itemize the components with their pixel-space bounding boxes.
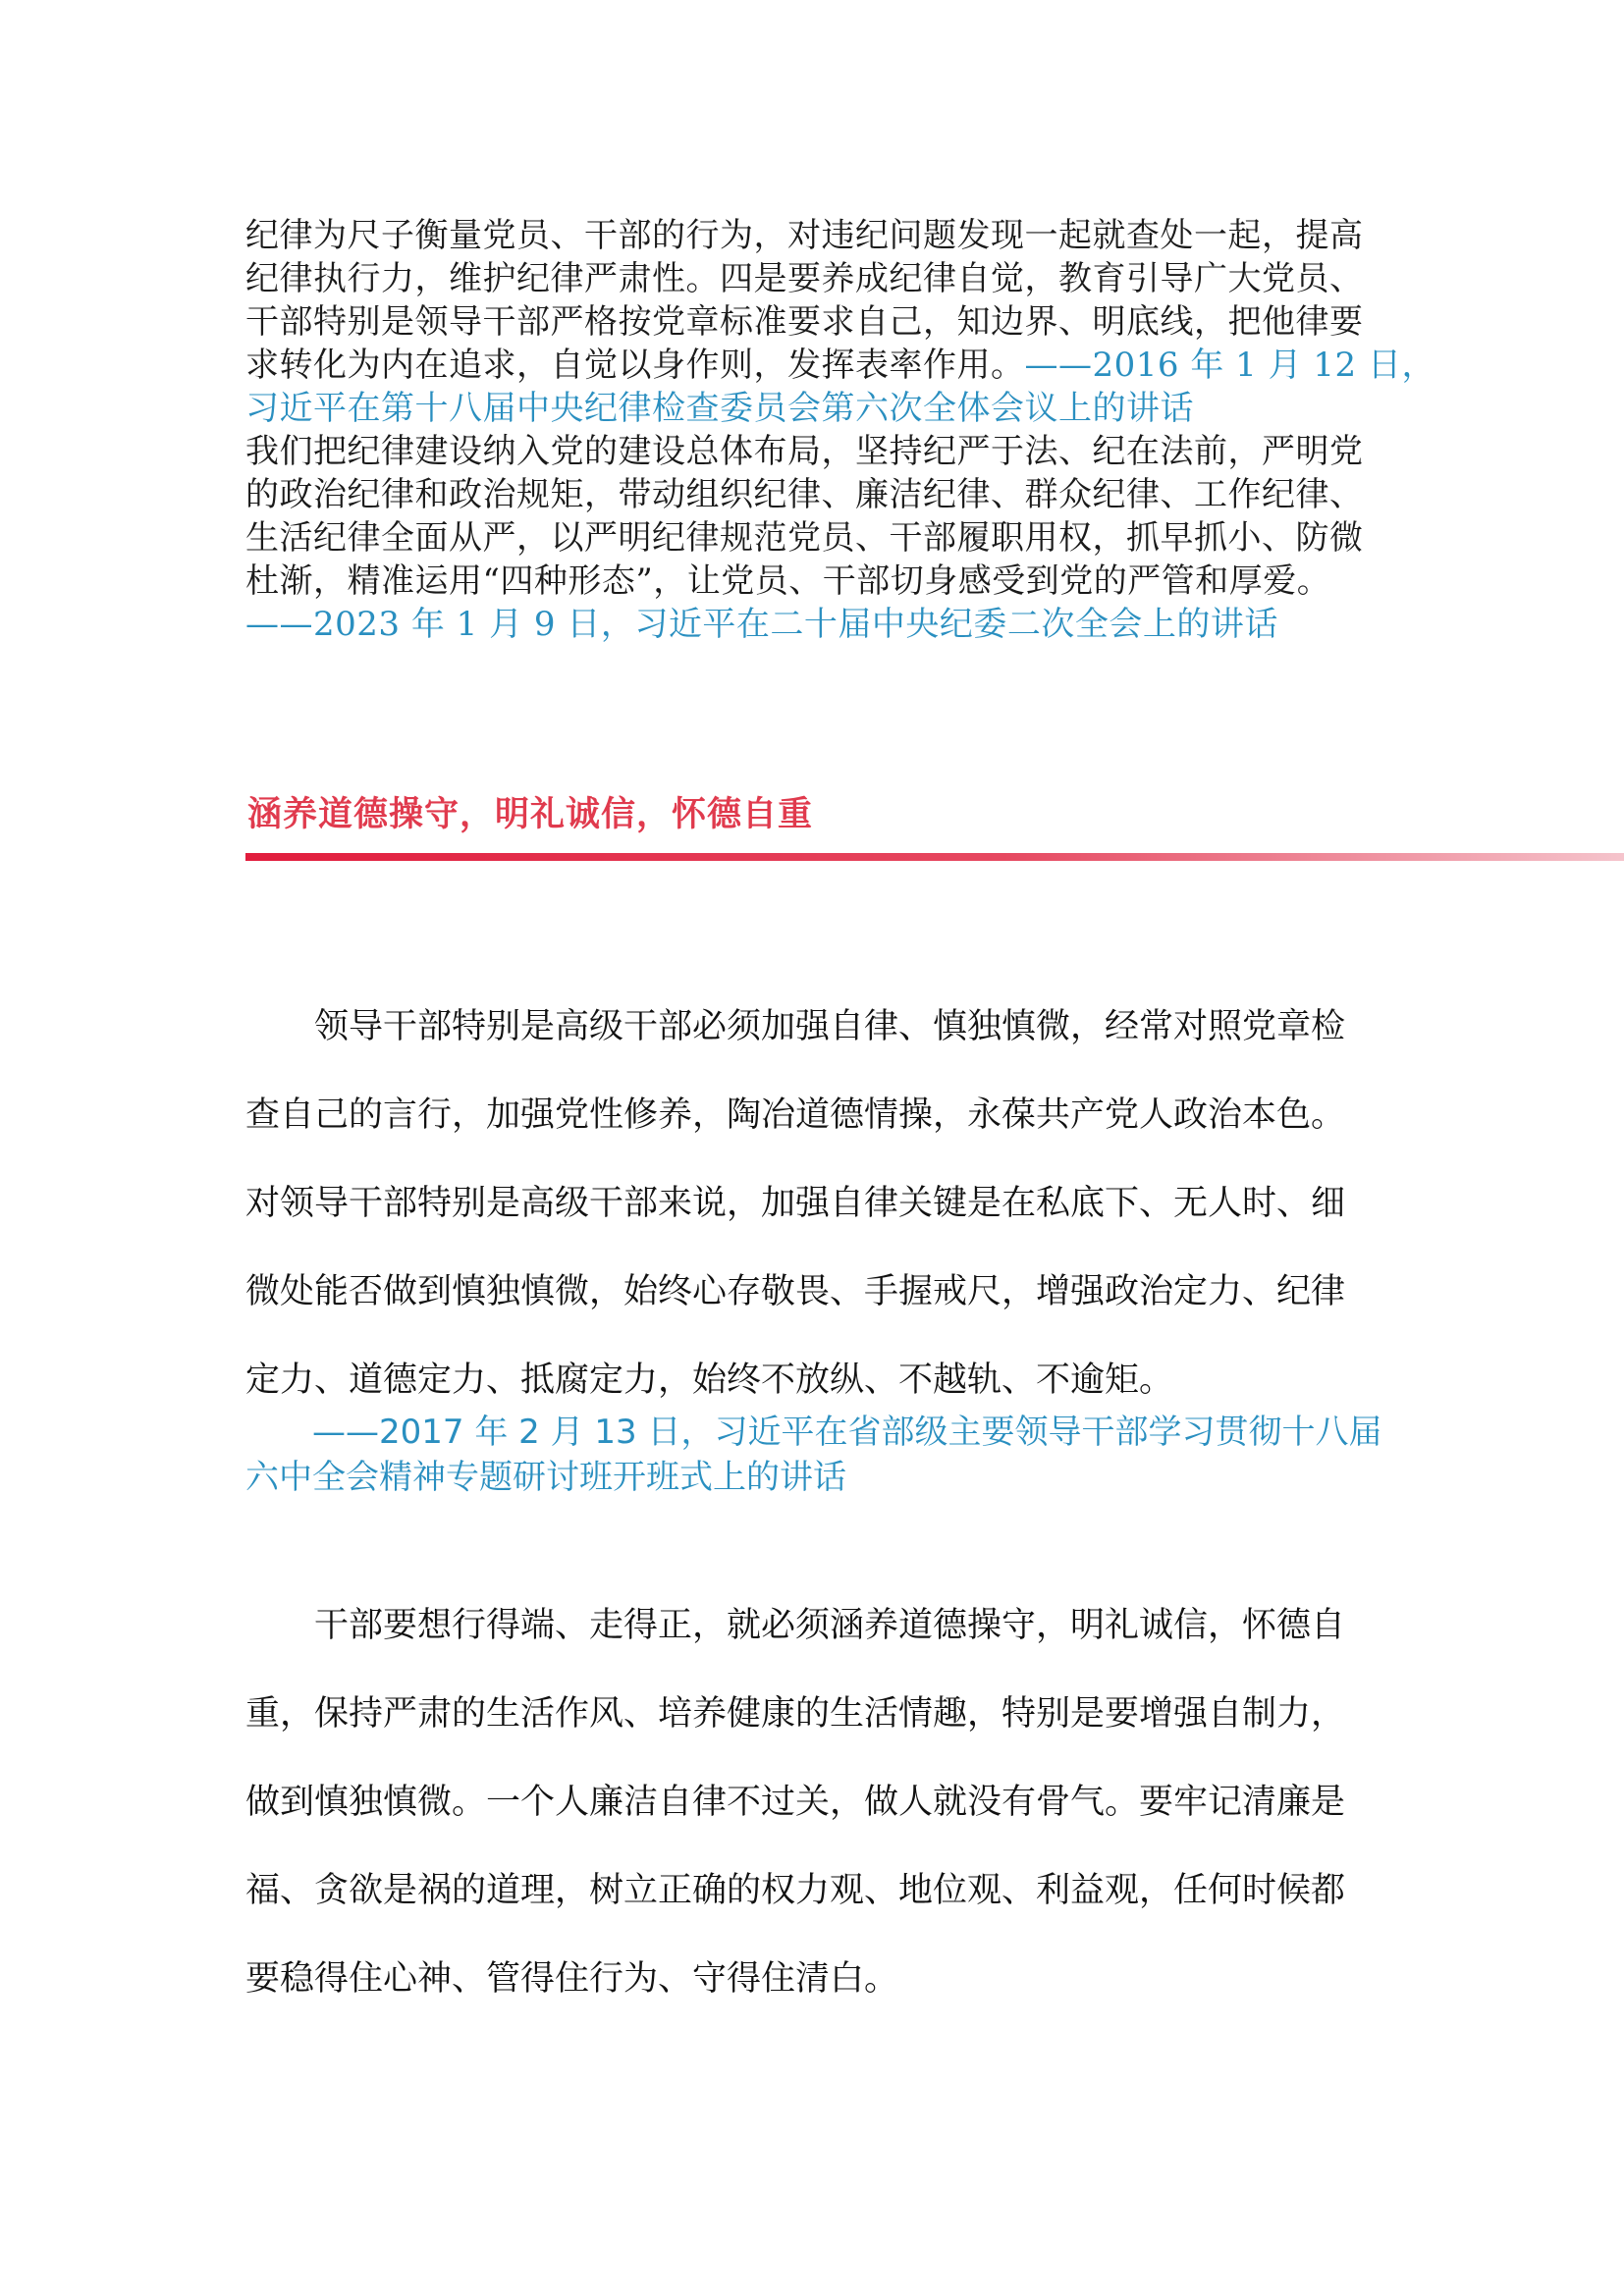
citation-line: ——2017 年 2 月 13 日，习近平在省部级主要领导干部学习贯彻十八届 [245,1413,1382,1452]
citation-line: ——2023 年 1 月 9 日，习近平在二十届中央纪委二次全会上的讲话 [245,605,1278,644]
paragraph-line: 对领导干部特别是高级干部来说，加强自律关键是在私底下、无人时、细 [245,1184,1346,1223]
paragraph-line: 干部要想行得端、走得正，就必须涵养道德操守，明礼诚信，怀德自 [245,1606,1346,1645]
paragraph-line: 领导干部特别是高级干部必须加强自律、慎独慎微，经常对照党章检 [245,1007,1346,1046]
citation-line: 六中全会精神专题研讨班开班式上的讲话 [245,1458,846,1497]
section-title: 涵养道德操守，明礼诚信，怀德自重 [247,795,814,834]
paragraph-citation [245,1410,1394,1500]
text-line: 生活纪律全面从严，以严明纪律规范党员、干部履职用权，抓早抓小、防微 [245,518,1364,558]
text-line: 求转化为内在追求，自觉以身作则，发挥表率作用。——2016 年 1 月 12 日， [245,346,1435,385]
paragraph-line: 要稳得住心神、管得住行为、守得住清白。 [245,1959,899,1999]
paragraph-moral-integrity [245,1581,1394,2023]
paragraph-self-discipline [245,983,1394,1424]
paragraph-line: 微处能否做到慎独慎微，始终心存敬畏、手握戒尺，增强政治定力、纪律 [245,1272,1346,1311]
text-line: 干部特别是领导干部严格按党章标准要求自己，知边界、明底线，把他律要 [245,302,1364,342]
text-line: 杜渐，精准运用“四种形态”，让党员、干部切身感受到党的严管和厚爱。 [245,561,1331,601]
paragraph-line: 福、贪欲是祸的道理，树立正确的权力观、地位观、利益观，任何时候都 [245,1871,1346,1910]
paragraph-line: 做到慎独慎微。一个人廉洁自律不过关，做人就没有骨气。要牢记清廉是 [245,1783,1346,1822]
text-line: 我们把纪律建设纳入党的建设总体布局，坚持纪严于法、纪在法前，严明党 [245,432,1364,471]
paragraph-line: 定力、道德定力、抵腐定力，始终不放纵、不越轨、不逾矩。 [245,1361,1174,1400]
top-quote-block [245,214,1435,646]
text-line: 的政治纪律和政治规矩，带动组织纪律、廉洁纪律、群众纪律、工作纪律、 [245,475,1364,514]
paragraph-line: 重，保持严肃的生活作风、培养健康的生活情趣，特别是要增强自制力， [245,1694,1346,1734]
section-divider [245,853,1624,861]
citation-line: 习近平在第十八届中央纪律检查委员会第六次全体会议上的讲话 [245,389,1194,428]
text-line: 纪律执行力，维护纪律严肃性。四是要养成纪律自觉，教育引导广大党员、 [245,259,1364,298]
citation-date: ——2016 年 1 月 12 日， [1024,346,1435,385]
paragraph-line: 查自己的言行，加强党性修养，陶冶道德情操，永葆共产党人政治本色。 [245,1095,1346,1135]
text-line: 纪律为尺子衡量党员、干部的行为，对违纪问题发现一起就查处一起，提高 [245,216,1364,255]
